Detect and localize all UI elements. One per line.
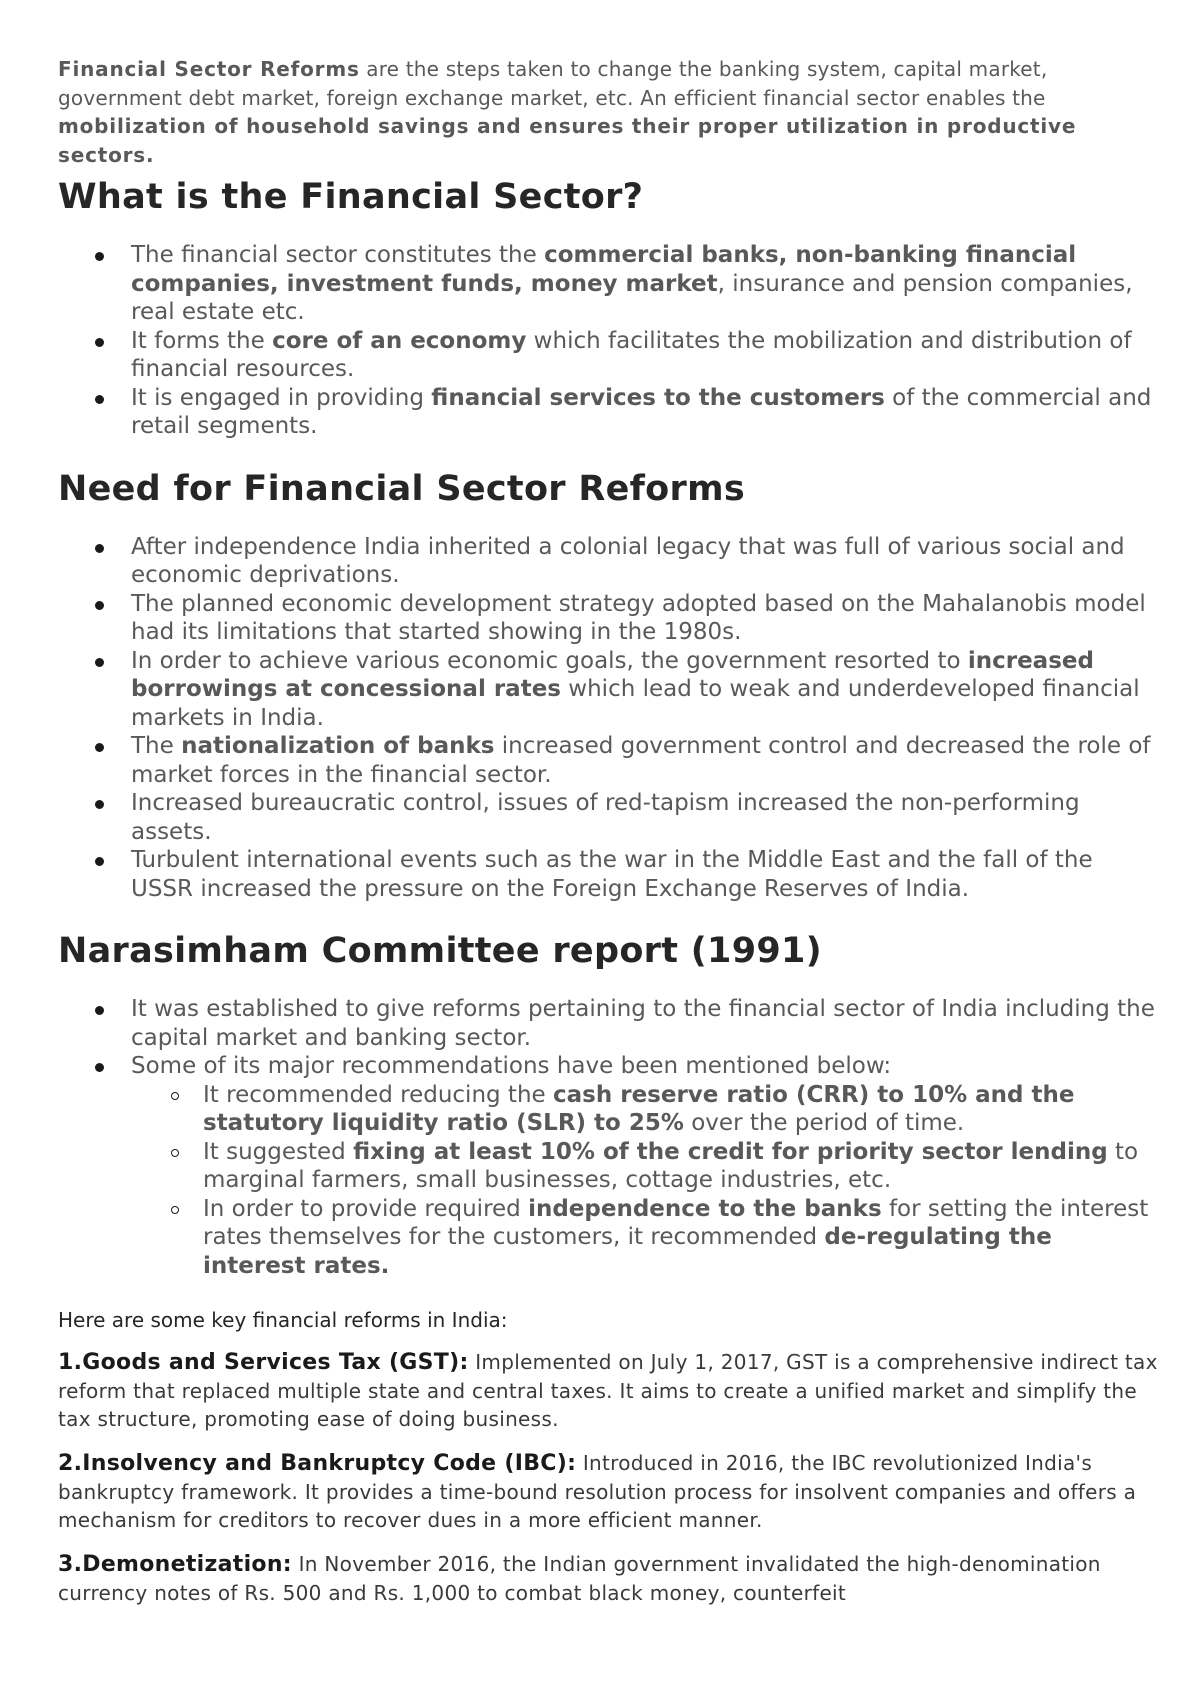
list-item: The financial sector constitutes the commercial banks, non-banking financial companies, investment funds, money market, insurance and pension companies, real estate etc. (58, 241, 1158, 327)
reform-gst (58, 1348, 1158, 1433)
reform-text: Introduced in 2016, the IBC revolutionized India's bankruptcy framework. It provides a time-bound resolution process for insolvent companies and offers a mechanism for creditors to recover dues in a more efficient manner. (58, 1451, 1137, 1532)
financial-sector-list (58, 241, 1158, 441)
intro-paragraph (58, 55, 1158, 169)
sublist-item: It recommended reducing the cash reserve ratio (CRR) to 10% and the statutory liquidity ratio (SLR) to 25% over the period of time. (131, 1081, 1158, 1138)
reform-text: In November 2016, the Indian government invalidated the high-denomination currency notes of Rs. 500 and Rs. 1,000 to combat black money, counterfeit (58, 1552, 1101, 1605)
heading-need-for-reforms: Need for Financial Sector Reforms (58, 468, 745, 509)
heading-narasimham-committee: Narasimham Committee report (1991) (58, 931, 822, 971)
recommendations-sublist (58, 1081, 1158, 1281)
list-item: The nationalization of banks increased government control and decreased the role of market forces in the financial sector. (58, 732, 1158, 789)
reform-ibc (58, 1449, 1158, 1534)
reform-demonetization (58, 1550, 1158, 1607)
list-item: The planned economic development strategy adopted based on the Mahalanobis model had its limitations that started showing in the 1980s. (58, 590, 1158, 647)
reform-text: Implemented on July 1, 2017, GST is a comprehensive indirect tax reform that replaced multiple state and central taxes. It aims to create a unified market and simplify the tax structure, promoting ease of doing business. (58, 1350, 1158, 1431)
intro-bold-term: Financial Sector Reforms (58, 57, 360, 81)
reform-title: 1.Goods and Services Tax (GST): (58, 1350, 469, 1375)
reform-title: 3.Demonetization: (58, 1552, 292, 1577)
intro-bold-phrase: mobilization of household savings and ensures their proper utilization in productive sectors. (58, 114, 1077, 167)
need-for-reforms-list (58, 533, 1158, 904)
list-item: Increased bureaucratic control, issues of red-tapism increased the non-performing assets. (58, 789, 1158, 846)
reforms-intro: Here are some key financial reforms in India: (58, 1308, 508, 1332)
sublist-item: It suggested fixing at least 10% of the credit for priority sector lending to marginal farmers, small businesses, cottage industries, etc. (131, 1138, 1158, 1195)
list-item: It is engaged in providing financial services to the customers of the commercial and retail segments. (58, 384, 1158, 441)
list-item: After independence India inherited a colonial legacy that was full of various social and economic deprivations. (58, 533, 1158, 590)
sublist-item: In order to provide required independence to the banks for setting the interest rates themselves for the customers, it recommended de-regulating the interest rates. (131, 1195, 1158, 1281)
list-item: It forms the core of an economy which facilitates the mobilization and distribution of financial resources. (58, 327, 1158, 384)
intro-text: are the steps taken to change the banking system, capital market, government debt market, foreign exchange market, etc. An efficient financial sector enables the (58, 57, 1048, 110)
list-item: In order to achieve various economic goals, the government resorted to increased borrowings at concessional rates which lead to weak and underdeveloped financial markets in India. (58, 647, 1158, 733)
reform-title: 2.Insolvency and Bankruptcy Code (IBC): (58, 1451, 577, 1476)
list-item: Some of its major recommendations have been mentioned below: (58, 1052, 1158, 1081)
narasimham-list (58, 995, 1158, 1081)
heading-financial-sector: What is the Financial Sector? (58, 177, 644, 217)
document-page (58, 55, 1158, 1607)
list-item: It was established to give reforms pertaining to the financial sector of India including the capital market and banking sector. (58, 995, 1158, 1052)
list-item: Turbulent international events such as the war in the Middle East and the fall of the USSR increased the pressure on the Foreign Exchange Reserves of India. (58, 846, 1158, 903)
